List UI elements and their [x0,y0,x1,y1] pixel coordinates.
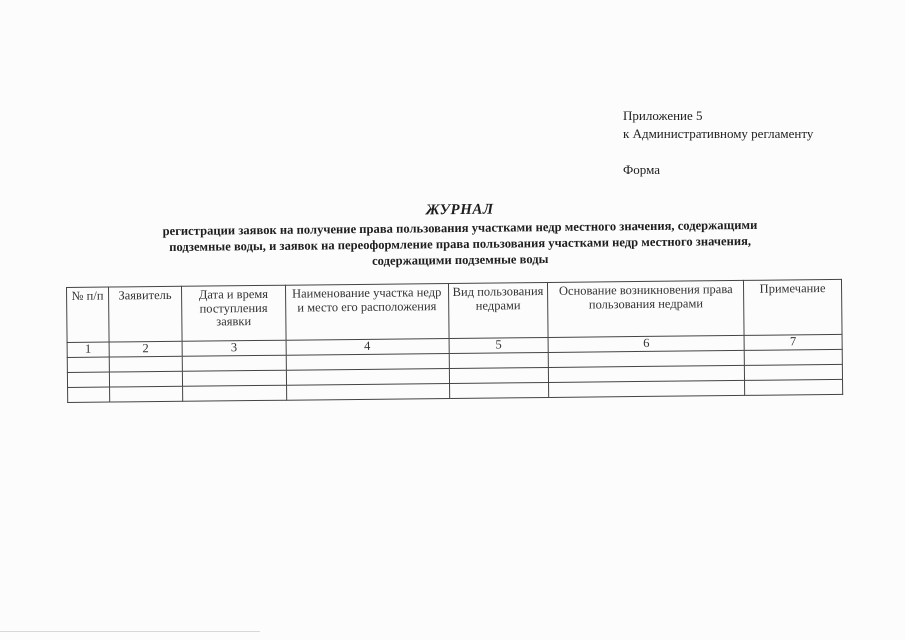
empty-cell [67,357,109,372]
empty-cell [286,353,449,370]
number-cell: 5 [449,337,549,353]
empty-cell [109,386,182,402]
empty-cell [549,380,745,397]
header-cell-basis: Основание возникновения права пользования недрами [548,280,744,337]
appendix-number: Приложение 5 [623,108,703,123]
subtitle-line-1: регистрации заявок на получение права пользования участками недр местного значения, содержащими [162,217,758,239]
header-cell-received: Дата и время поступления заявки [181,285,285,341]
subtitle-line-3: содержащими подземные воды [371,252,549,268]
empty-cell [68,387,110,402]
empty-cell [744,364,842,380]
empty-cell [449,352,549,368]
empty-cell [182,355,286,371]
empty-cell [67,372,109,387]
journal-title: ЖУРНАЛ [425,201,494,219]
empty-cell [449,367,549,383]
number-cell: 4 [286,338,449,354]
empty-cell [449,382,549,398]
empty-cell [286,368,449,385]
empty-cell [182,370,286,386]
header-cell-site: Наименование участка недр и место его расположения [285,283,448,340]
empty-cell [109,356,182,372]
subtitle-line-2: подземные воды, и заявок на переоформление права пользования участками недр местного значения, [169,233,752,255]
table-header-row [67,279,843,342]
header-cell-usage-type: Вид пользования недрами [448,282,548,338]
scan-edge-line [0,631,260,632]
empty-cell [109,371,182,387]
title-block [90,197,831,272]
form-label: Форма [623,162,660,177]
number-cell: 3 [182,340,286,356]
number-cell: 6 [548,335,744,352]
journal-table [66,279,843,403]
empty-cell [286,383,449,400]
number-cell: 2 [109,341,182,356]
appendix-reference: к Административному регламенту [623,126,814,141]
header-cell-index: № п/п [67,287,109,342]
empty-cell [182,385,286,401]
number-cell: 7 [744,334,842,350]
number-cell: 1 [67,342,109,357]
empty-cell [745,379,843,395]
empty-cell [744,349,842,365]
header-cell-applicant: Заявитель [108,286,182,342]
appendix-note [623,107,813,143]
journal-subtitle [90,216,830,272]
header-cell-note: Примечание [744,279,843,335]
